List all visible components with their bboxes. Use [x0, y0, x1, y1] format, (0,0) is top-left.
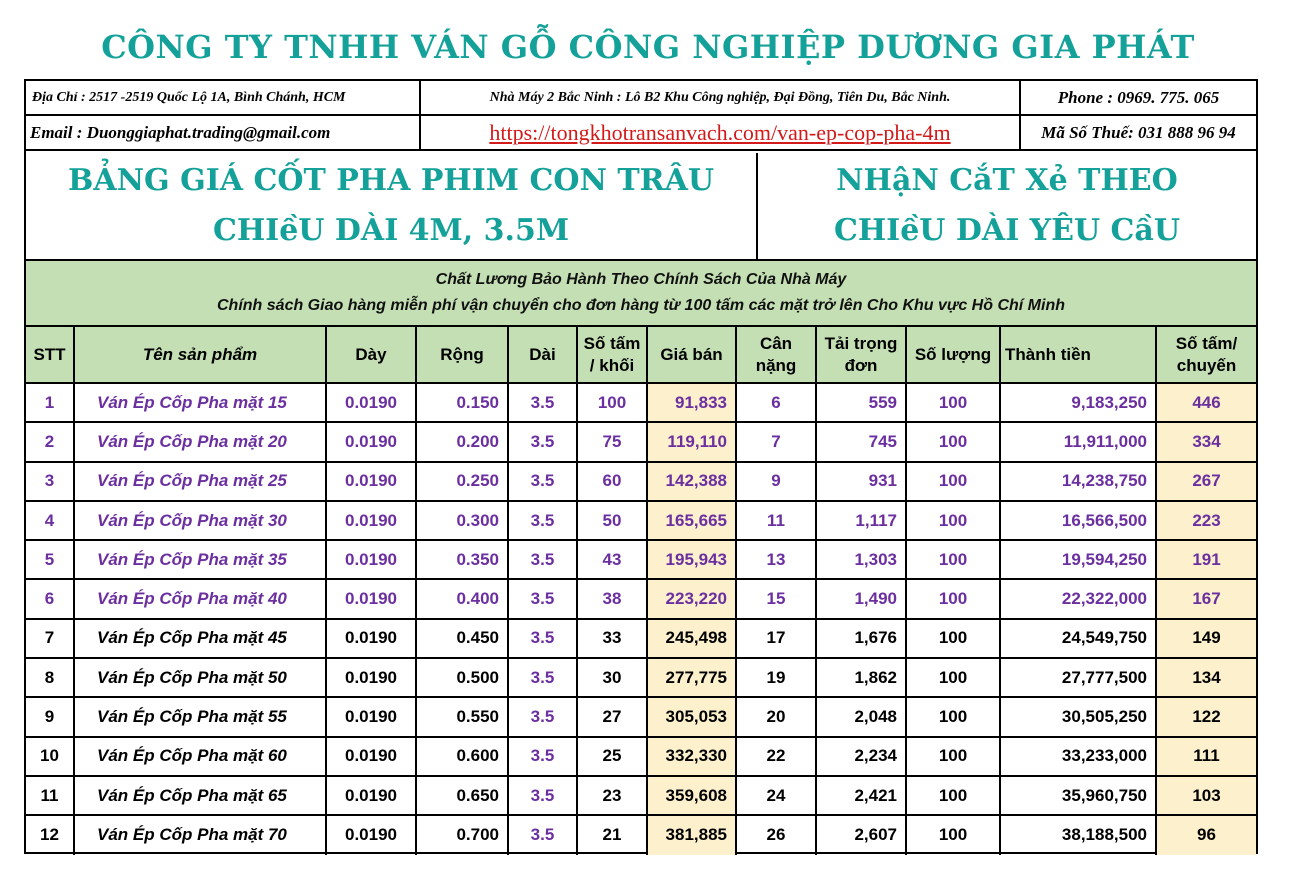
- cell-rong: 0.450: [416, 619, 508, 658]
- cell-gia-ban: 223,220: [647, 579, 736, 618]
- cell-can-nang: 19: [736, 658, 816, 697]
- title-left-line1: BẢNG GIÁ CỐT PHA PHIM CON TRÂU: [67, 163, 715, 198]
- title-left-line2: CHIềU DÀI 4M, 3.5M: [212, 213, 570, 248]
- cell-tai-trong: 1,490: [816, 579, 906, 618]
- cell-can-nang: 11: [736, 501, 816, 540]
- cell-tai-trong: 1,676: [816, 619, 906, 658]
- cell-so-tam-khoi: 33: [577, 619, 647, 658]
- table-row: [26, 579, 1256, 618]
- table-row: [26, 501, 1256, 540]
- cell-rong: 0.200: [416, 422, 508, 461]
- cell-dai: 3.5: [508, 383, 577, 422]
- table-row: [26, 737, 1256, 776]
- table-row: [26, 619, 1256, 658]
- cell-can-nang: 9: [736, 462, 816, 501]
- cell-gia-ban: 359,608: [647, 776, 736, 815]
- cell-tai-trong: 2,234: [816, 737, 906, 776]
- cell-stt: 3: [26, 462, 74, 501]
- cell-so-tam-khoi: 100: [577, 383, 647, 422]
- cell-so-tam-chuyen: 111: [1156, 737, 1256, 776]
- header-so-tam-khoi-line1: Số tấm: [583, 333, 641, 353]
- cell-can-nang: 13: [736, 540, 816, 579]
- notice-line2: Chính sách Giao hàng miễn phí vận chuyển cho đơn hàng từ 100 tấm các mặt trở lên Cho Khu vực Hồ Chí Minh: [217, 297, 1065, 314]
- cell-stt: 6: [26, 579, 74, 618]
- cell-so-tam-khoi: 27: [577, 697, 647, 736]
- cell-stt: 5: [26, 540, 74, 579]
- cell-day: 0.0190: [326, 619, 416, 658]
- cell-so-luong: 100: [906, 697, 1000, 736]
- cell-so-luong: 100: [906, 422, 1000, 461]
- cell-thanh-tien: 22,322,000: [1000, 579, 1156, 618]
- cell-day: 0.0190: [326, 383, 416, 422]
- cell-day: 0.0190: [326, 697, 416, 736]
- info-row-address: [26, 81, 1256, 116]
- cell-stt: 9: [26, 697, 74, 736]
- header-so-tam-chuyen: [1156, 327, 1256, 383]
- header-can-nang-line2: nặng: [755, 355, 797, 375]
- cell-tai-trong: 1,303: [816, 540, 906, 579]
- header-day: Dày: [326, 327, 416, 383]
- cell-so-tam-chuyen: 122: [1156, 697, 1256, 736]
- cell-product-name: Ván Ép Cốp Pha mặt 20: [74, 422, 326, 461]
- cell-so-tam-chuyen: 191: [1156, 540, 1256, 579]
- header-thanh-tien: Thành tiền: [1000, 327, 1156, 383]
- cell-tai-trong: 1,862: [816, 658, 906, 697]
- phone-text: Phone : 0969. 775. 065: [1057, 87, 1220, 107]
- cell-product-name: Ván Ép Cốp Pha mặt 35: [74, 540, 326, 579]
- cell-so-luong: 100: [906, 776, 1000, 815]
- cell-so-tam-khoi: 43: [577, 540, 647, 579]
- header-gia-ban: Giá bán: [647, 327, 736, 383]
- header-so-tam-chuyen-line1: Số tấm/: [1175, 333, 1238, 353]
- table-row: [26, 697, 1256, 736]
- cell-stt: 4: [26, 501, 74, 540]
- cell-dai: 3.5: [508, 422, 577, 461]
- cell-so-tam-chuyen: 267: [1156, 462, 1256, 501]
- cell-gia-ban: 142,388: [647, 462, 736, 501]
- cell-product-name: Ván Ép Cốp Pha mặt 70: [74, 815, 326, 854]
- title-left: [26, 153, 758, 261]
- cell-so-luong: 100: [906, 658, 1000, 697]
- header-name: Tên sản phẩm: [74, 327, 326, 383]
- cell-product-name: Ván Ép Cốp Pha mặt 60: [74, 737, 326, 776]
- cell-tai-trong: 1,117: [816, 501, 906, 540]
- cell-rong: 0.700: [416, 815, 508, 854]
- cell-product-name: Ván Ép Cốp Pha mặt 30: [74, 501, 326, 540]
- cell-can-nang: 24: [736, 776, 816, 815]
- cell-can-nang: 22: [736, 737, 816, 776]
- cell-so-luong: 100: [906, 579, 1000, 618]
- cell-tai-trong: 2,048: [816, 697, 906, 736]
- cell-dai: 3.5: [508, 815, 577, 854]
- cell-dai: 3.5: [508, 540, 577, 579]
- cell-so-tam-khoi: 38: [577, 579, 647, 618]
- cell-product-name: Ván Ép Cốp Pha mặt 25: [74, 462, 326, 501]
- cell-so-tam-khoi: 21: [577, 815, 647, 854]
- cell-gia-ban: 195,943: [647, 540, 736, 579]
- cell-so-tam-chuyen: 134: [1156, 658, 1256, 697]
- address-text: Địa Chỉ : 2517 -2519 Quốc Lộ 1A, Bình Chánh, HCM: [26, 81, 421, 114]
- cell-dai: 3.5: [508, 658, 577, 697]
- cell-product-name: Ván Ép Cốp Pha mặt 50: [74, 658, 326, 697]
- cell-day: 0.0190: [326, 501, 416, 540]
- cell-tai-trong: 745: [816, 422, 906, 461]
- header-can-nang: [736, 327, 816, 383]
- cell-stt: 2: [26, 422, 74, 461]
- header-so-tam-khoi: [577, 327, 647, 383]
- title-right: [758, 153, 1256, 261]
- header-tai-trong: [816, 327, 906, 383]
- cell-can-nang: 17: [736, 619, 816, 658]
- cell-day: 0.0190: [326, 462, 416, 501]
- table-header-row: [26, 327, 1256, 383]
- header-tai-trong-line2: đơn: [844, 355, 878, 375]
- cell-thanh-tien: 14,238,750: [1000, 462, 1156, 501]
- cell-so-luong: 100: [906, 540, 1000, 579]
- cell-gia-ban: 305,053: [647, 697, 736, 736]
- cell-gia-ban: 91,833: [647, 383, 736, 422]
- cell-thanh-tien: 9,183,250: [1000, 383, 1156, 422]
- cell-gia-ban: 332,330: [647, 737, 736, 776]
- price-table-body: [26, 383, 1256, 855]
- cell-day: 0.0190: [326, 776, 416, 815]
- cell-dai: 3.5: [508, 462, 577, 501]
- cell-dai: 3.5: [508, 579, 577, 618]
- cell-thanh-tien: 16,566,500: [1000, 501, 1156, 540]
- cell-stt: 10: [26, 737, 74, 776]
- cell-so-tam-chuyen: 334: [1156, 422, 1256, 461]
- cell-rong: 0.500: [416, 658, 508, 697]
- cell-day: 0.0190: [326, 579, 416, 618]
- cell-stt: 8: [26, 658, 74, 697]
- table-row: [26, 383, 1256, 422]
- cell-product-name: Ván Ép Cốp Pha mặt 65: [74, 776, 326, 815]
- cell-product-name: Ván Ép Cốp Pha mặt 45: [74, 619, 326, 658]
- cell-product-name: Ván Ép Cốp Pha mặt 15: [74, 383, 326, 422]
- cell-stt: 12: [26, 815, 74, 854]
- header-can-nang-line1: Cân: [759, 333, 793, 353]
- cell-thanh-tien: 11,911,000: [1000, 422, 1156, 461]
- price-sheet: [24, 79, 1258, 854]
- cell-so-tam-chuyen: 223: [1156, 501, 1256, 540]
- cell-product-name: Ván Ép Cốp Pha mặt 40: [74, 579, 326, 618]
- cell-so-luong: 100: [906, 737, 1000, 776]
- cell-thanh-tien: 30,505,250: [1000, 697, 1156, 736]
- cell-thanh-tien: 27,777,500: [1000, 658, 1156, 697]
- cell-so-tam-khoi: 50: [577, 501, 647, 540]
- cell-tai-trong: 931: [816, 462, 906, 501]
- cell-stt: 1: [26, 383, 74, 422]
- cell-can-nang: 26: [736, 815, 816, 854]
- cell-gia-ban: 165,665: [647, 501, 736, 540]
- cell-gia-ban: 245,498: [647, 619, 736, 658]
- cell-rong: 0.250: [416, 462, 508, 501]
- cell-can-nang: 6: [736, 383, 816, 422]
- cell-dai: 3.5: [508, 619, 577, 658]
- cell-so-tam-khoi: 25: [577, 737, 647, 776]
- cell-can-nang: 15: [736, 579, 816, 618]
- cell-gia-ban: 277,775: [647, 658, 736, 697]
- cell-so-tam-chuyen: 103: [1156, 776, 1256, 815]
- cell-day: 0.0190: [326, 737, 416, 776]
- cell-so-tam-khoi: 23: [577, 776, 647, 815]
- table-row: [26, 540, 1256, 579]
- tax-code-text: Mã Số Thuế: 031 888 96 94: [1041, 122, 1236, 142]
- cell-rong: 0.350: [416, 540, 508, 579]
- factory-address-text: Nhà Máy 2 Bắc Ninh : Lô B2 Khu Công nghiệp, Đại Đồng, Tiên Du, Bắc Ninh.: [421, 81, 1021, 114]
- cell-stt: 11: [26, 776, 74, 815]
- cell-dai: 3.5: [508, 501, 577, 540]
- header-so-tam-chuyen-line2: chuyến: [1176, 355, 1237, 375]
- cell-gia-ban: 381,885: [647, 815, 736, 854]
- cell-rong: 0.150: [416, 383, 508, 422]
- cell-can-nang: 7: [736, 422, 816, 461]
- table-row: [26, 815, 1256, 854]
- table-row: [26, 776, 1256, 815]
- cell-so-tam-khoi: 60: [577, 462, 647, 501]
- cell-so-tam-chuyen: 446: [1156, 383, 1256, 422]
- cell-so-tam-chuyen: 149: [1156, 619, 1256, 658]
- cell-tai-trong: 2,607: [816, 815, 906, 854]
- header-stt: STT: [26, 327, 74, 383]
- cell-rong: 0.600: [416, 737, 508, 776]
- cell-day: 0.0190: [326, 422, 416, 461]
- cell-thanh-tien: 38,188,500: [1000, 815, 1156, 854]
- cell-thanh-tien: 33,233,000: [1000, 737, 1156, 776]
- cell-rong: 0.400: [416, 579, 508, 618]
- title-right-line1: NHậN CắT Xẻ THEO: [836, 163, 1178, 198]
- cell-so-tam-khoi: 75: [577, 422, 647, 461]
- info-row-contact: [26, 116, 1256, 151]
- cell-thanh-tien: 35,960,750: [1000, 776, 1156, 815]
- cell-so-tam-chuyen: 167: [1156, 579, 1256, 618]
- cell-day: 0.0190: [326, 815, 416, 854]
- price-table: [26, 327, 1256, 855]
- cell-gia-ban: 119,110: [647, 422, 736, 461]
- website-link[interactable]: https://tongkhotransanvach.com/van-ep-cop-pha-4m: [421, 116, 1021, 149]
- table-row: [26, 462, 1256, 501]
- cell-tai-trong: 2,421: [816, 776, 906, 815]
- cell-so-luong: 100: [906, 501, 1000, 540]
- cell-tai-trong: 559: [816, 383, 906, 422]
- table-row: [26, 658, 1256, 697]
- cell-so-tam-khoi: 30: [577, 658, 647, 697]
- notice-line1: Chất Lương Bảo Hành Theo Chính Sách Của Nhà Máy: [435, 271, 847, 288]
- header-dai: Dài: [508, 327, 577, 383]
- cell-so-luong: 100: [906, 462, 1000, 501]
- cell-so-luong: 100: [906, 815, 1000, 854]
- cell-day: 0.0190: [326, 540, 416, 579]
- cell-rong: 0.300: [416, 501, 508, 540]
- title-right-line2: CHIềU DÀI YÊU CầU: [833, 213, 1181, 248]
- cell-can-nang: 20: [736, 697, 816, 736]
- cell-thanh-tien: 19,594,250: [1000, 540, 1156, 579]
- cell-dai: 3.5: [508, 697, 577, 736]
- notice-band: [26, 261, 1256, 327]
- company-name: CÔNG TY TNHH VÁN GỖ CÔNG NGHIỆP DƯƠNG GIA PHÁT: [101, 28, 1195, 66]
- cell-rong: 0.550: [416, 697, 508, 736]
- cell-day: 0.0190: [326, 658, 416, 697]
- cell-dai: 3.5: [508, 737, 577, 776]
- cell-so-luong: 100: [906, 619, 1000, 658]
- cell-stt: 7: [26, 619, 74, 658]
- email-text: Email : Duonggiaphat.trading@gmail.com: [26, 116, 421, 149]
- header-so-tam-khoi-line2: / khối: [589, 355, 635, 375]
- cell-rong: 0.650: [416, 776, 508, 815]
- cell-product-name: Ván Ép Cốp Pha mặt 55: [74, 697, 326, 736]
- cell-so-luong: 100: [906, 383, 1000, 422]
- header-tai-trong-line1: Tải trọng: [824, 333, 898, 353]
- cell-dai: 3.5: [508, 776, 577, 815]
- header-rong: Rộng: [416, 327, 508, 383]
- cell-so-tam-chuyen: 96: [1156, 815, 1256, 854]
- table-row: [26, 422, 1256, 461]
- cell-thanh-tien: 24,549,750: [1000, 619, 1156, 658]
- header-so-luong: Số lượng: [906, 327, 1000, 383]
